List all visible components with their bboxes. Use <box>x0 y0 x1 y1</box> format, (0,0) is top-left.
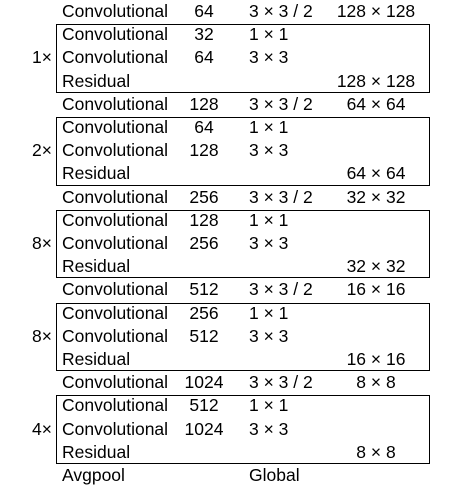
layer-type: Convolutional <box>62 140 169 161</box>
residual-block-box <box>56 117 430 186</box>
table-row <box>0 278 474 301</box>
residual-block-box <box>56 210 430 279</box>
layer-type: Convolutional <box>62 279 169 300</box>
repeat-multiplier: 4× <box>32 418 52 439</box>
layer-type: Convolutional <box>62 47 169 68</box>
size-value: 1 × 1 <box>249 209 289 230</box>
output-value: 8 × 8 <box>356 372 396 393</box>
filters-value: 256 <box>189 186 219 207</box>
size-value: 3 × 3 <box>249 418 289 439</box>
filters-value: 1024 <box>184 372 224 393</box>
size-value: 3 × 3 / 2 <box>249 93 313 114</box>
output-value: 128 × 128 <box>336 1 416 21</box>
size-value: 3 × 3 <box>249 233 289 253</box>
output-value: 128 × 128 <box>336 70 416 91</box>
layer-type: Residual <box>62 256 131 277</box>
residual-block-box <box>56 303 430 372</box>
size-value: 1 × 1 <box>249 395 289 416</box>
residual-block-box <box>56 24 430 93</box>
size-value: 3 × 3 <box>249 47 289 68</box>
layer-type: Convolutional <box>62 209 169 230</box>
layer-type: Convolutional <box>62 418 169 439</box>
layer-type: Residual <box>62 349 131 369</box>
layer-type: Convolutional <box>62 233 169 253</box>
filters-value: 1024 <box>184 418 224 439</box>
table-row <box>0 186 474 209</box>
size-value: 3 × 3 / 2 <box>249 1 313 21</box>
size-value: 1 × 1 <box>249 24 289 45</box>
output-value: 32 × 32 <box>346 256 406 277</box>
filters-value: 512 <box>189 395 219 416</box>
output-value: 8 × 8 <box>356 441 396 462</box>
filters-value: 128 <box>189 209 219 230</box>
size-value: Global <box>249 465 300 485</box>
table-row <box>0 0 474 23</box>
layer-type: Convolutional <box>62 117 169 137</box>
filters-value: 32 <box>194 24 214 45</box>
residual-block-box <box>56 395 430 464</box>
layer-type: Residual <box>62 70 131 91</box>
layer-type: Convolutional <box>62 186 169 207</box>
table-row <box>0 93 474 116</box>
repeat-multiplier: 8× <box>32 325 52 346</box>
repeat-multiplier: 8× <box>32 233 52 253</box>
repeat-multiplier: 2× <box>32 140 52 161</box>
filters-value: 512 <box>189 279 219 300</box>
size-value: 3 × 3 <box>249 325 289 346</box>
repeat-multiplier: 1× <box>32 47 52 68</box>
output-value: 16 × 16 <box>346 349 406 369</box>
layer-type: Residual <box>62 163 131 184</box>
filters-value: 64 <box>194 1 214 21</box>
output-value: 64 × 64 <box>346 93 406 114</box>
filters-value: 128 <box>189 93 219 114</box>
layer-type: Convolutional <box>62 325 169 346</box>
output-value: 32 × 32 <box>346 186 406 207</box>
size-value: 1 × 1 <box>249 302 289 323</box>
layer-type: Convolutional <box>62 302 169 323</box>
filters-value: 256 <box>189 302 219 323</box>
output-value: 16 × 16 <box>346 279 406 300</box>
size-value: 3 × 3 / 2 <box>249 372 313 393</box>
filters-value: 256 <box>189 233 219 253</box>
layer-type: Convolutional <box>62 24 169 45</box>
layer-type: Convolutional <box>62 93 169 114</box>
size-value: 3 × 3 / 2 <box>249 186 313 207</box>
size-value: 3 × 3 / 2 <box>249 279 313 300</box>
layer-type: Avgpool <box>62 465 125 485</box>
layer-type: Convolutional <box>62 372 169 393</box>
output-value: 64 × 64 <box>346 163 406 184</box>
filters-value: 512 <box>189 325 219 346</box>
filters-value: 64 <box>194 117 214 137</box>
table-row <box>0 464 474 487</box>
layer-type: Convolutional <box>62 1 169 21</box>
layer-type: Residual <box>62 441 131 462</box>
filters-value: 128 <box>189 140 219 161</box>
size-value: 3 × 3 <box>249 140 289 161</box>
size-value: 1 × 1 <box>249 117 289 137</box>
layer-type: Convolutional <box>62 395 169 416</box>
filters-value: 64 <box>194 47 214 68</box>
table-row <box>0 371 474 394</box>
